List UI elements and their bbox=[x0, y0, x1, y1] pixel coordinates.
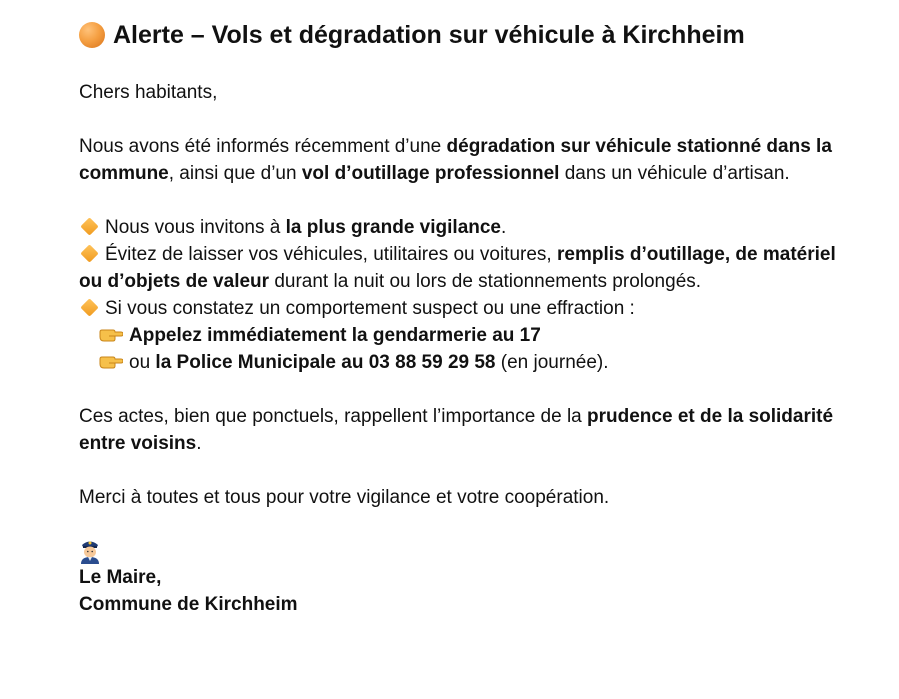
police-call-prefix: ou bbox=[129, 352, 156, 373]
police-call-suffix: (en journée). bbox=[495, 352, 609, 373]
intro-bold-1: dégradation sur véhicule stationné dans la commune bbox=[79, 136, 832, 184]
closing-text-1: Ces actes, bien que ponctuels, rappellent l’importance de la bbox=[79, 406, 588, 427]
signature-title: Le Maire, bbox=[79, 567, 162, 588]
orange-circle-icon bbox=[79, 22, 105, 48]
intro-bold-2: vol d’outillage professionnel bbox=[301, 163, 560, 184]
page-title bbox=[79, 16, 839, 54]
thanks-paragraph: Merci à toutes et tous pour votre vigilance et votre coopération. bbox=[79, 487, 610, 508]
advice-item bbox=[79, 295, 839, 322]
closing-bold: prudence et de la solidarité entre voisins bbox=[79, 406, 834, 454]
advice-item bbox=[79, 241, 839, 295]
intro-text-3: dans un véhicule d’artisan. bbox=[559, 163, 790, 184]
orange-diamond-icon bbox=[80, 245, 98, 263]
signature-block bbox=[79, 538, 839, 618]
gendarmerie-call-text: Appelez immédiatement la gendarmerie au 17 bbox=[129, 325, 541, 346]
closing-text-2: . bbox=[196, 433, 202, 454]
advice-item-2-text: Évitez de laisser vos véhicules, utilitaires ou voitures, bbox=[105, 244, 557, 265]
advice-item-2-bold: remplis d’outillage, de matériel ou d’objets de valeur bbox=[79, 244, 836, 292]
signature-commune: Commune de Kirchheim bbox=[79, 594, 298, 615]
pointing-hand-icon bbox=[99, 354, 123, 370]
intro-text-1: Nous avons été informés récemment d’une bbox=[79, 136, 447, 157]
intro-text-2: , ainsi que d’un bbox=[168, 163, 302, 184]
advice-item-3-text: Si vous constatez un comportement suspect ou une effraction : bbox=[105, 298, 635, 319]
advice-item-1-bold: la plus grande vigilance bbox=[285, 217, 501, 238]
advice-sub-item bbox=[79, 322, 839, 349]
advice-item-2-end: durant la nuit ou lors de stationnements prolongés. bbox=[269, 271, 702, 292]
greeting: Chers habitants, bbox=[79, 82, 218, 103]
orange-diamond-icon bbox=[80, 218, 98, 236]
advice-sub-item bbox=[79, 349, 839, 376]
advice-item-1-text: Nous vous invitons à bbox=[105, 217, 286, 238]
closing-paragraph bbox=[79, 403, 839, 457]
orange-diamond-icon bbox=[80, 299, 98, 317]
pointing-hand-icon bbox=[99, 327, 123, 343]
advice-item bbox=[79, 214, 839, 241]
police-officer-icon bbox=[79, 538, 101, 564]
advice-item-1-end: . bbox=[501, 217, 507, 238]
advice-list bbox=[79, 214, 839, 376]
police-call-bold: la Police Municipale au 03 88 59 29 58 bbox=[155, 352, 496, 373]
page-title-text: Alerte – Vols et dégradation sur véhicule à Kirchheim bbox=[113, 21, 745, 49]
intro-paragraph bbox=[79, 133, 839, 187]
